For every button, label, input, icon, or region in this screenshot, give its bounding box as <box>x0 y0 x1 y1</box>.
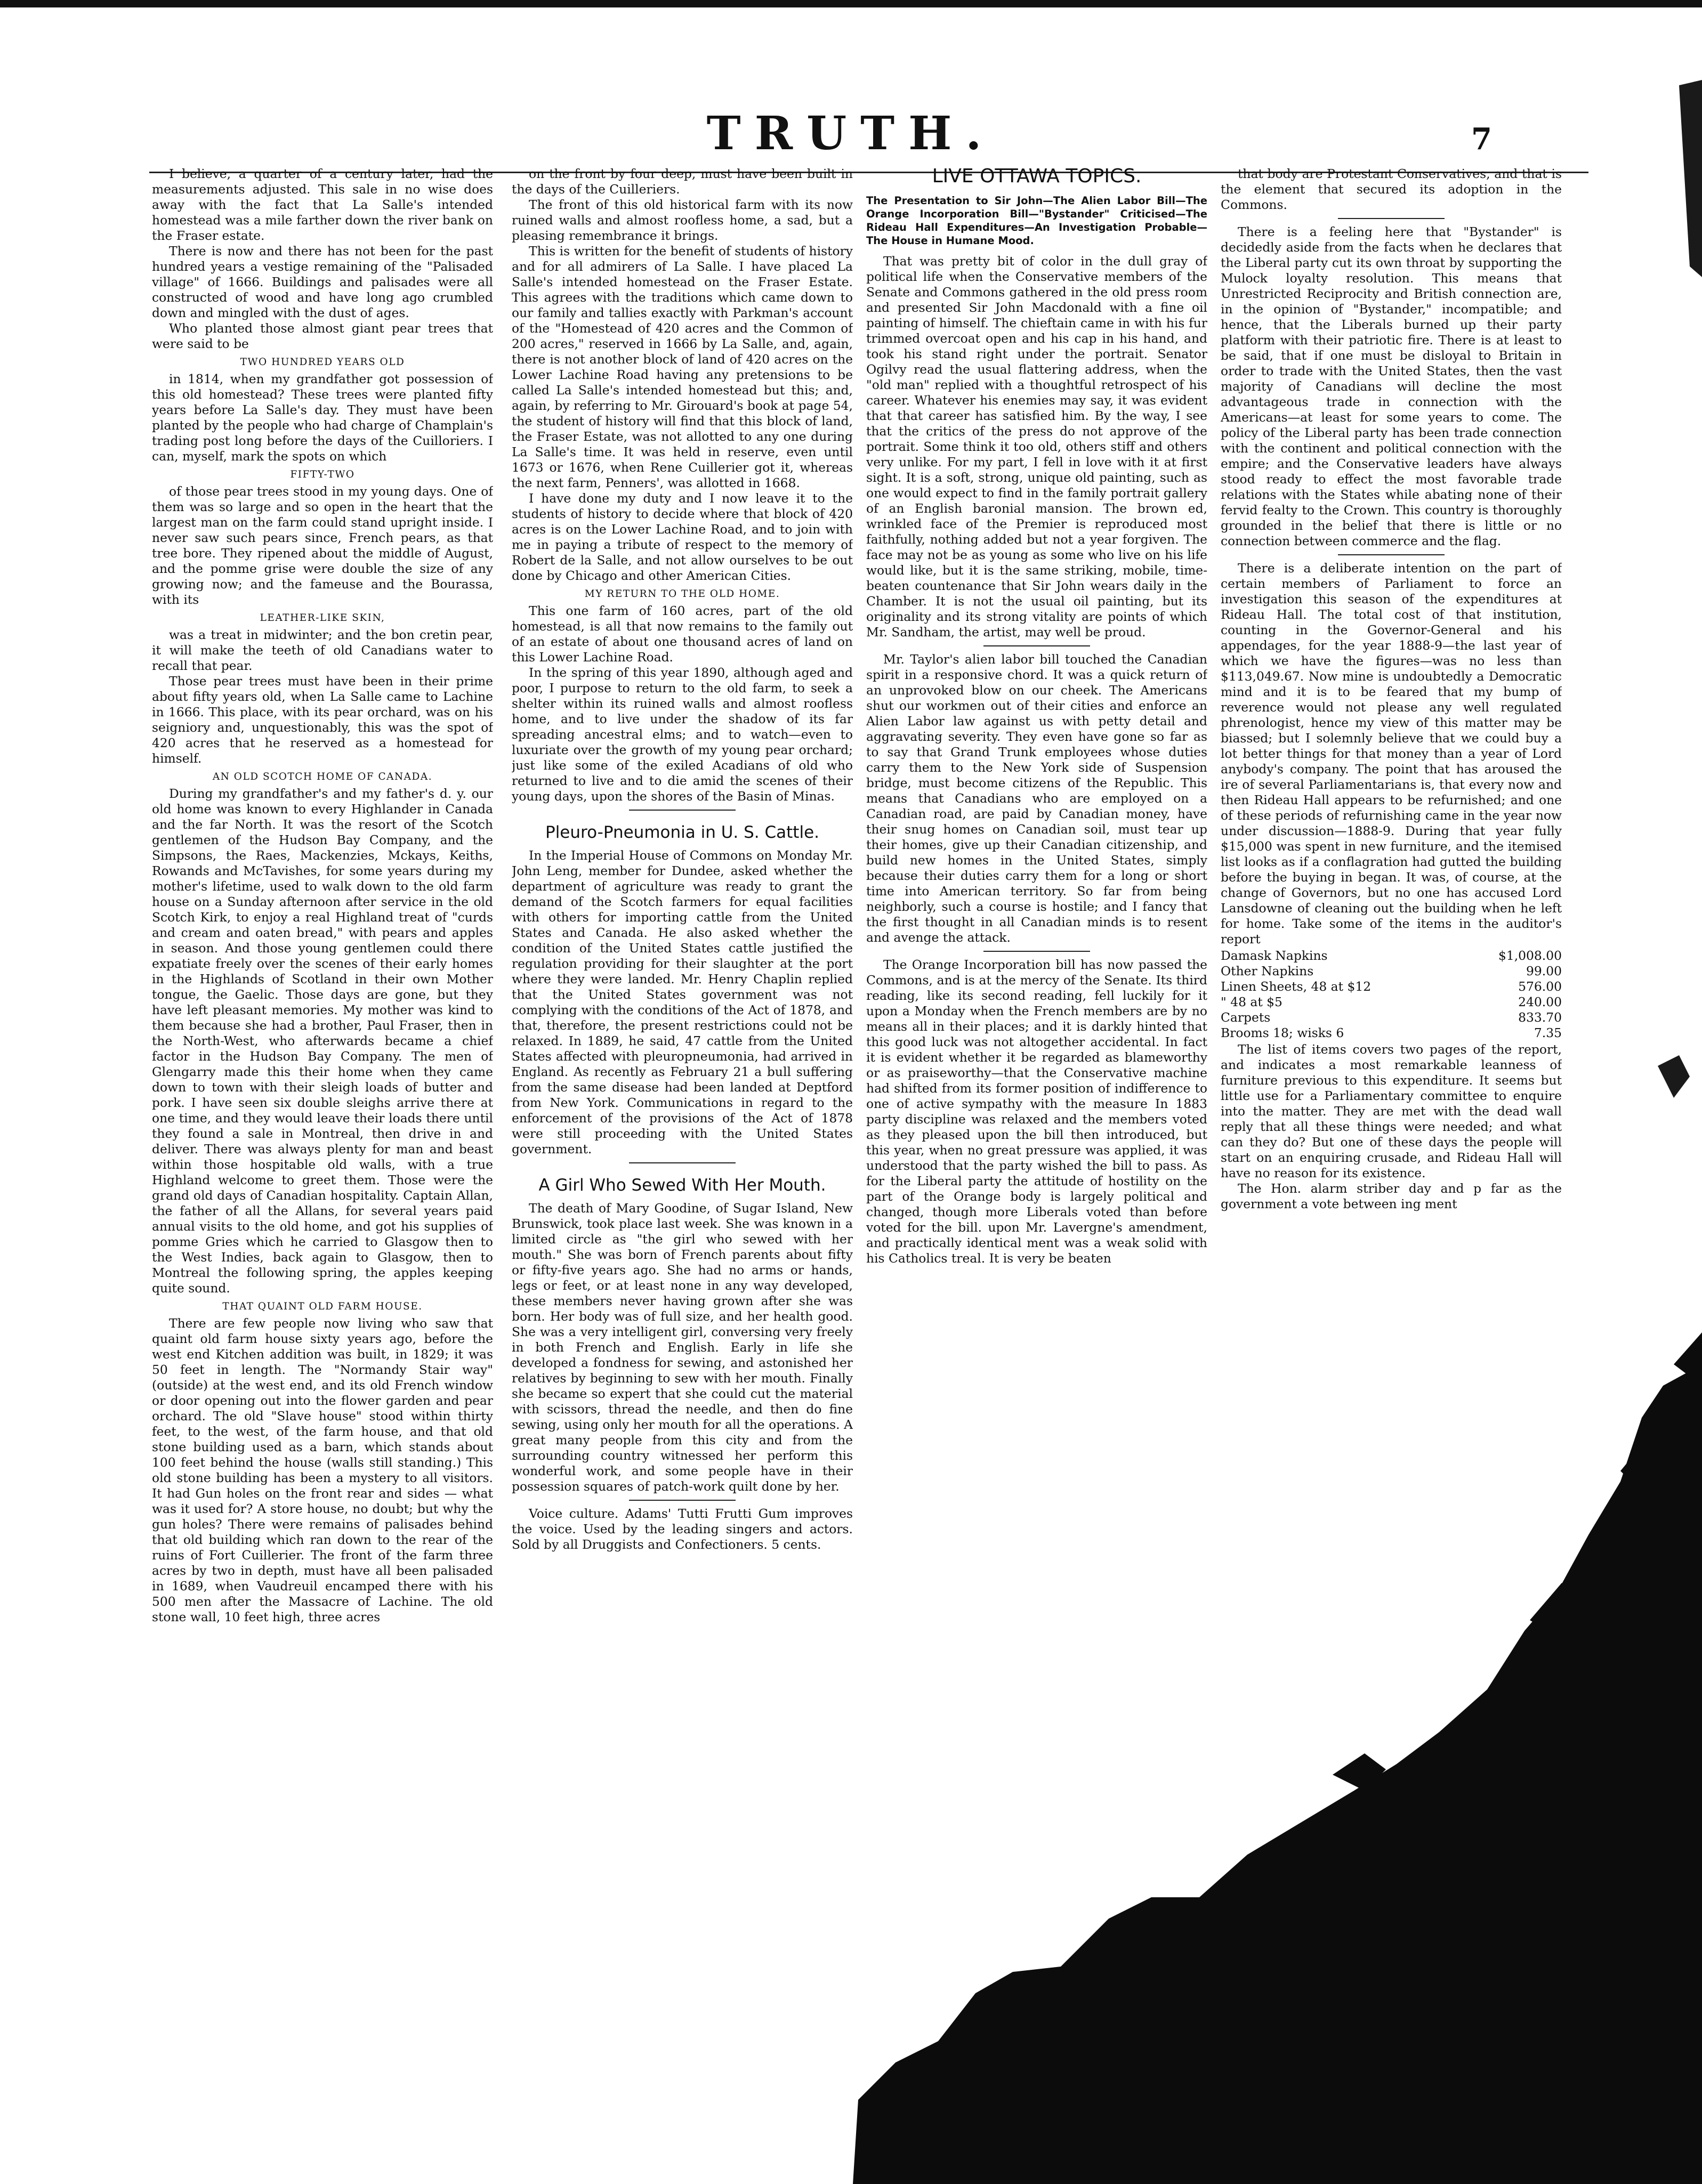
article-paragraph: There is now and there has not been for the past hundred years a vestige remaining of the "Palisaded village" of 1666. Buildings and palisades were all constructed of wood and have long ago crumbled down and mingled with the dust of ages. <box>152 244 493 320</box>
column-4 <box>1221 166 1562 2128</box>
expense-item-label: Damask Napkins <box>1221 948 1328 963</box>
article-paragraph: Mr. Taylor's alien labor bill touched the Canadian spirit in a responsive chord. It was a quick return of an unprovoked blow on our cheek. The Americans shut our workmen out of their cities and enforce an Alien Labor law against us with petty detail and aggravating severity. They even have gone so far as to say that Grand Trunk employees whose duties carry them to the New York side of Suspension bridge, must become citizens of the Republic. This means that Canadians who are employed on a Canadian road, are paid by Canadian money, have their snug homes on Canadian soil, must tear up their homes, give up their Canadian citizenship, and build new homes in the United States, simply because their duties carry them for a long or short time into American territory. So far from being neighborly, such a course is hostile; and I fancy that the first thought in all Canadian minds is to resent and avenge the attack. <box>866 652 1207 945</box>
article-paragraph: In the spring of this year 1890, although aged and poor, I purpose to return to the old farm, to seek a shelter within its ruined walls and almost roofless home, and to live under the shadow of its far spreading ancestral elms; and to watch—even to luxuriate over the growth of my young pear orchard; just like some of the exiled Acadians of old who returned to live and to die amid the scenes of their young days, upon the shores of the Basin of Minas. <box>512 665 853 804</box>
article-subheading: AN OLD SCOTCH HOME OF CANADA. <box>212 771 433 782</box>
page-number: 7 <box>1471 122 1492 157</box>
expense-item-label: Brooms 18; wisks 6 <box>1221 1025 1344 1040</box>
expense-item-label: Other Napkins <box>1221 964 1314 978</box>
article-paragraph: that body are Protestant Conservatives, and that is the element that secured its adoption in the Commons. <box>1221 166 1562 212</box>
article-subheading: TWO HUNDRED YEARS OLD <box>240 357 405 368</box>
article-paragraph: The list of items covers two pages of the report, and indicates a most remarkable leanness of furniture previous to this expenditure. It seems but little use for a Parliamentary committee to enquire into the matter. They are met with the dead wall reply that all these things were needed; and what can they do? But one of these days the people will start on an enquiring crusade, and Rideau Hall will have no reason for its existence. <box>1221 1042 1562 1180</box>
article-subheading: THAT QUAINT OLD FARM HOUSE. <box>222 1301 423 1312</box>
article-headline: A Girl Who Sewed With Her Mouth. <box>538 1176 826 1195</box>
masthead-title: TRUTH. <box>706 107 996 160</box>
section-divider <box>629 1162 736 1163</box>
article-paragraph: In the Imperial House of Commons on Monday Mr. John Leng, member for Dundee, asked whether the department of agriculture was ready to grant the demand of the Scotch farmers for equal facilities with others for importing cattle from the United States and Canada. He also asked whether the condition of the United States cattle justified the regulation providing for their slaughter at the port where they were landed. Mr. Henry Chaplin replied that the United States government was not complying with the conditions of the Act of 1878, and that, therefore, the present restrictions could not be relaxed. In 1889, he said, 47 cattle from the United States affected with pleuropneumonia, had arrived in England. As recently as February 21 a bull suffering from the same disease had been landed at Deptford from New York. Communications in regard to the enforcement of the provisions of the Act of 1878 were still proceeding with the United States government. <box>512 848 853 1156</box>
article-paragraph: The Orange Incorporation bill has now passed the Commons, and is at the mercy of the Senate. Its third reading, like its second reading, fell luckily for it upon a Monday when the French members are by no means all in their places; and it is darkly hinted that this good luck was not altogether accidental. In fact it is evident whether it be regarded as blameworthy or as praiseworthy—that the Conservative machine had shifted from its former position of indifference to one of active sympathy with the measure In 1883 party discipline was relaxed and the members voted as they pleased upon the bill then introduced, but this year, when no great pressure was applied, it was understood that the party wished the bill to pass. As for the Liberal party the attitude of hostility on the part of the Orange body is largely political and changed, though more Liberals voted than before voted for the bill. upon Mr. Lavergne's amendment, and practically identical ment was a weak solid with his Catholics treal. It is very be beaten <box>866 957 1207 1266</box>
article-subheading: FIFTY-TWO <box>290 469 355 480</box>
expense-item-label: " 48 at $5 <box>1221 994 1282 1009</box>
article-subheading: MY RETURN TO THE OLD HOME. <box>584 588 780 600</box>
expense-item-amount: 7.35 <box>1534 1025 1562 1040</box>
expense-item-row <box>1221 964 1562 979</box>
expense-item-row <box>1221 994 1562 1010</box>
article-paragraph: There is a feeling here that "Bystander" is decidedly aside from the facts when he declares that the Liberal party cut its own throat by supporting the Mulock loyalty resolution. This means that Unrestricted Reciprocity and British connection are, in the opinion of "Bystander," incompatible; and hence, that the Liberals burned up their party platform with their patriotic fire. There is at least to be said, that if one must be disloyal to Britain in order to trade with the United States, then the vast majority of Canadians will decline the most advantageous trade in connection with the Americans—at least for some years to come. The policy of the Liberal party has been trade connection with the continent and political connection with the empire; and the Conservative leaders have always stood ready to effect the most favorable trade relations with the States while abating none of their fervid fealty to the Crown. This country is thoroughly grounded in the belief that there is little or no connection between commerce and the flag. <box>1221 224 1562 548</box>
article-paragraph: There is a deliberate intention on the part of certain members of Parliament to force an investigation this season of the expenditures at Rideau Hall. The total cost of that institution, counting in the Governor-General and his appendages, for the year 1888-9—the last year of which we have the figures—was no less than $113,049.67. Now mine is undoubtedly a Democratic mind and it is to be feared that my bump of reverence would not please any well regulated phrenologist, hence my view of this matter may be biassed; but I solemnly believe that we could buy a lot better things for that money than a year of Lord anybody's company. The point that has aroused the ire of several Parliamentarians is, that every now and then Rideau Hall appears to be refurnished; and one of these periods of refurnishing came in the year now under discussion—1888-9. During that year fully $15,000 was spent in new furniture, and the itemised list looks as if a conflagration had gutted the building before the buying in began. It was, of course, at the change of Governors, but no one has accused Lord Lansdowne of cleaning out the building when he left for home. Take some of the items in the auditor's report <box>1221 561 1562 947</box>
expense-item-label: Carpets <box>1221 1010 1271 1025</box>
article-paragraph: During my grandfather's and my father's d. y. our old home was known to every Highlander in Canada and the far North. It was the resort of the Scotch gentlemen of the Hudson Bay Company, and the Simpsons, the Raes, Mackenzies, Mckays, Keiths, Rowands and McTavishes, for some years during my mother's lifetime, used to walk down to the old farm house on a Sunday afternoon after service in the old Scotch Kirk, to enjoy a real Highland treat of "curds and cream and oaten bread," with pears and apples in season. And those young gentlemen could there expatiate freely over the scenes of their early homes in the Highlands of Scotland in their own Mother tongue, the Gaelic. Those days are gone, but they have left pleasant memories. My mother was kind to them because she had a brother, Paul Fraser, then in the North-West, who afterwards became a chief factor in the Hudson Bay Company. The men of Glengarry made this their home when they came down to town with their sleigh loads of butter and pork. I have seen six double sleighs arrive there at one time, and they would leave their loads there until they found a sale in Montreal, then drive in and deliver. There was always plenty for man and beast within those hospitable old walls, with a true Highland welcome to greet them. Those were the grand old days of Canadian hospitality. Captain Allan, the father of all the Allans, for several years paid annual visits to the old home, and got his supplies of pomme Gries which he carried to Glasgow then to the West Indies, back again to Glasgow, then to Montreal the following spring, the apples keeping quite sound. <box>152 786 493 1296</box>
article-deck: The Presentation to Sir John—The Alien Labor Bill—The Orange Incorporation Bill—"Bystander" Criticised—The Rideau Hall Expenditures—An Investigation Probable—The House in Humane Mood. <box>866 195 1207 247</box>
section-divider <box>1338 218 1445 219</box>
expense-item-label: Linen Sheets, 48 at $12 <box>1221 979 1372 994</box>
expense-item-amount: 576.00 <box>1518 979 1562 994</box>
article-paragraph: I have done my duty and I now leave it to the students of history to decide where that block of 420 acres is on the Lower Lachine Road, and to join with me in paying a tribute of respect to the memory of Robert de la Salle, and not allow ourselves to be out done by Chicago and other American Cities. <box>512 491 853 583</box>
article-paragraph: The front of this old historical farm with its now ruined walls and almost roofless home, a sad, but a pleasing remembrance it brings. <box>512 197 853 243</box>
section-divider <box>983 951 1090 952</box>
article-paragraph: in 1814, when my grandfather got possession of this old homestead? These trees were planted fifty years before La Salle's day. They must have been planted by the people who had charge of Champlain's trading post long before the days of the Cuilloriers. I can, myself, mark the spots on which <box>152 371 493 464</box>
article-paragraph: on the front by four deep, must have been built in the days of the Cuilleriers. <box>512 166 853 197</box>
column-3 <box>866 166 1207 2128</box>
expense-item-amount: 240.00 <box>1518 994 1562 1009</box>
article-paragraph: of those pear trees stood in my young days. One of them was so large and so open in the heart that the largest man on the farm could stand upright inside. I never saw such pears since, French pears, as that tree bore. They ripened about the middle of August, and the pomme grise were double the size of any growing now; and the fameuse and the Bourassa, with its <box>152 484 493 607</box>
section-divider <box>983 645 1090 646</box>
column-1 <box>152 166 493 2128</box>
article-paragraph: Who planted those almost giant pear trees that were said to be <box>152 321 493 351</box>
top-border-bar <box>0 0 1702 7</box>
expense-item-row <box>1221 979 1562 994</box>
article-paragraph: was a treat in midwinter; and the bon cretin pear, it will make the teeth of old Canadians water to recall that pear. <box>152 627 493 673</box>
expense-item-row <box>1221 1010 1562 1025</box>
article-paragraph: The Hon. alarm striber day and p far as the government a vote between ing ment <box>1221 1181 1562 1211</box>
article-paragraph: Those pear trees must have been in their prime about fifty years old, when La Salle came to Lachine in 1666. This place, with its pear orchard, was on his seigniory and, unquestionably, this was the spot of 420 acres that he reserved as a homestead for himself. <box>152 674 493 766</box>
section-divider <box>629 810 736 811</box>
expense-items-table <box>1221 948 1562 1041</box>
article-paragraph: I believe, a quarter of a century later, had the measurements adjusted. This sale in no wise does away with the fact that La Salle's intended homestead was a mile farther down the river bank on the Fraser estate. <box>152 166 493 243</box>
article-paragraph: This one farm of 160 acres, part of the old homestead, is all that now remains to the family out of an estate of about one thousand acres of land on this Lower Lachine Road. <box>512 603 853 665</box>
column-2 <box>512 166 853 2128</box>
article-paragraph: That was pretty bit of color in the dull gray of political life when the Conservative members of the Senate and Commons gathered in the old press room and presented Sir John Macdonald with a fine oil painting of himself. The chieftain came in with his fur trimmed overcoat open and his cap in his hand, and took his stand right under the portrait. Senator Ogilvy read the usual flattering address, when the "old man" replied with a thoughtful retrospect of his career. Whatever his enemies may say, it was evident that that career has satisfied him. By the way, I see that the critics of the press do not approve of the portrait. Some think it too old, others stiff and others very unlike. For my part, I fell in love with it at first sight. It is a soft, strong, unique old painting, such as one would expect to find in the family portrait gallery of an English baronial mansion. The brown ed, wrinkled face of the Premier is reproduced most faithfully, nothing added but not a year forgiven. The face may not be as young as some who live on his life would like, but it is the same striking, mobile, time-beaten countenance that Sir John wears daily in the Chamber. It is not the usual oil painting, but its originality and its strong vitality are points of which Mr. Sandham, the artist, may well be proud. <box>866 254 1207 640</box>
expense-item-amount: 833.70 <box>1518 1010 1562 1025</box>
expense-item-row <box>1221 948 1562 964</box>
expense-item-amount: $1,008.00 <box>1498 948 1562 963</box>
section-headline: LIVE OTTAWA TOPICS. <box>932 166 1142 187</box>
article-headline: Pleuro-Pneumonia in U. S. Cattle. <box>545 823 819 842</box>
expense-item-row <box>1221 1025 1562 1041</box>
article-paragraph: This is written for the benefit of students of history and for all admirers of La Salle. I have placed La Salle's intended homestead on the Fraser Estate. This agrees with the traditions which came down to our family and tallies exactly with Parkman's account of the "Homestead of 420 acres and the Common of 200 acres," reserved in 1666 by La Salle, and, again, there is not another block of land of 420 acres on the Lower Lachine Road having any pretensions to be called La Salle's intended homestead but this; and, again, by referring to Mr. Girouard's book at page 54, the student of history will find that this block of land, the Fraser Estate, was not allotted to any one during La Salle's time. It was held in reserve, even until 1673 or 1676, when Rene Cuillerier got it, whereas the next farm, Penners', was allotted in 1668. <box>512 244 853 490</box>
article-paragraph: The death of Mary Goodine, of Sugar Island, New Brunswick, took place last week. She was known in a limited circle as "the girl who sewed with her mouth." She was born of French parents about fifty or fifty-five years ago. She had no arms or hands, legs or feet, or at least none in any way developed, these members never having grown after she was born. Her body was of full size, and her health good. She was a very intelligent girl, conversing very freely in both French and English. Early in life she developed a fondness for sewing, and astonished her relatives by beginning to sew with her mouth. Finally she became so expert that she could cut the material with scissors, thread the needle, and then do fine sewing, using only her mouth for all the operations. A great many people from this city and from the surrounding country witnessed her perform this wonderful work, and some people have in their possession squares of patch-work quilt done by her. <box>512 1201 853 1494</box>
expense-item-amount: 99.00 <box>1526 964 1562 978</box>
article-paragraph: There are few people now living who saw that quaint old farm house sixty years ago, before the west end Kitchen addition was built, in 1829; it was 50 feet in length. The "Normandy Stair way" (outside) at the west end, and its old French window or door opening out into the flower garden and pear orchard. The old "Slave house" stood within thirty feet, to the west, of the farm house, and that old stone building used as a barn, which stands about 100 feet behind the house (walls still standing.) This old stone building has been a mystery to all visitors. It had Gun holes on the front rear and sides — what was it used for? A store house, no doubt; but why the gun holes? There were remains of palisades behind that old building which ran down to the rear of the ruins of Fort Cuillerier. The front of the farm three acres by two in depth, must have all been palisaded in 1689, when Vaudreuil encamped there with his 500 men after the Massacre of Lachine. The old stone wall, 10 feet high, three acres <box>152 1316 493 1624</box>
section-divider <box>1338 554 1445 555</box>
article-paragraph: Voice culture. Adams' Tutti Frutti Gum improves the voice. Used by the leading singers and actors. Sold by all Druggists and Confectioners. 5 cents. <box>512 1506 853 1552</box>
article-subheading: LEATHER-LIKE SKIN, <box>260 612 385 624</box>
section-divider <box>629 1500 736 1501</box>
